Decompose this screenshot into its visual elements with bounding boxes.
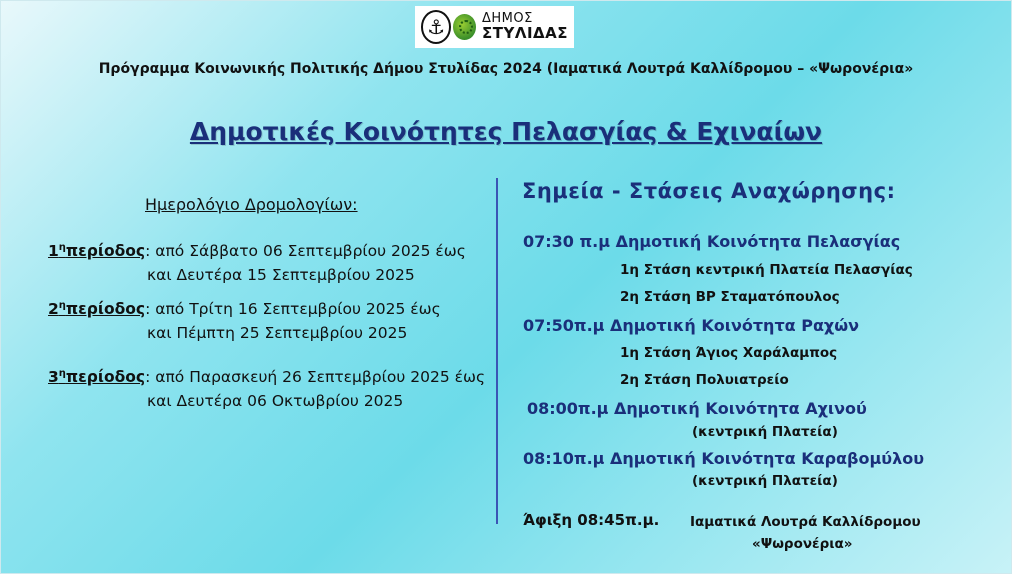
stop-karavomylos-sub: (κεντρική Πλατεία) bbox=[692, 473, 838, 489]
stop-achinos-sub: (κεντρική Πλατεία) bbox=[692, 424, 838, 440]
anchor-icon: ⚓ bbox=[421, 10, 451, 44]
stop-pelasgia-sub1: 1η Στάση κεντρική Πλατεία Πελασγίας bbox=[620, 262, 913, 278]
period-3 bbox=[48, 362, 485, 413]
period-2-line1: : από Τρίτη 16 Σεπτεμβρίου 2025 έως bbox=[145, 300, 441, 319]
period-3-line2: και Δευτέρα 06 Οκτωβρίου 2025 bbox=[147, 392, 404, 411]
stop-achinos: 08:00π.μ Δημοτική Κοινότητα Αχινού bbox=[527, 399, 867, 418]
logo-line2: ΣΤΥΛΙΔΑΣ bbox=[482, 23, 568, 42]
stop-karavomylos: 08:10π.μ Δημοτική Κοινότητα Καραβομύλου bbox=[523, 449, 924, 468]
calendar-title: Ημερολόγιο Δρομολογίων: bbox=[145, 195, 358, 214]
arrival-place-name: «Ψωρονέρια» bbox=[752, 536, 853, 552]
stop-pelasgia-sub2: 2η Στάση ΒΡ Σταματόπουλος bbox=[620, 289, 840, 305]
municipality-logo bbox=[415, 6, 574, 48]
stop-raches: 07:50π.μ Δημοτική Κοινότητα Ραχών bbox=[523, 316, 860, 335]
program-subtitle: Πρόγραμμα Κοινωνικής Πολιτικής Δήμου Στυλίδας 2024 (Ιαματικά Λουτρά Καλλίδρομου – «Ψωρονέρια» bbox=[98, 61, 914, 77]
period-1-line1: : από Σάββατο 06 Σεπτεμβρίου 2025 έως bbox=[145, 242, 466, 261]
stops-title: Σημεία - Στάσεις Αναχώρησης: bbox=[522, 179, 896, 203]
period-1 bbox=[48, 236, 466, 287]
period-1-line2: και Δευτέρα 15 Σεπτεμβρίου 2025 bbox=[147, 266, 415, 285]
leaf-emblem-icon bbox=[453, 14, 476, 40]
page-title: Δημοτικές Κοινότητες Πελασγίας & Εχιναίων bbox=[189, 117, 823, 146]
column-divider bbox=[496, 178, 498, 524]
arrival-place: Ιαματικά Λουτρά Καλλίδρομου bbox=[690, 514, 921, 530]
period-1-label: $1^\eta\pi\varepsilon\rho ίo\delta o\varsigma$ bbox=[48, 242, 146, 261]
stop-raches-sub1: 1η Στάση Άγιος Χαράλαμπος bbox=[620, 345, 838, 361]
period-2 bbox=[48, 294, 441, 345]
period-3-line1: : από Παρασκευή 26 Σεπτεμβρίου 2025 έως bbox=[145, 368, 486, 387]
period-3-label: $3^\eta\pi\varepsilon\rho ίo\delta o\varsigma$ bbox=[48, 368, 146, 387]
stop-raches-sub2: 2η Στάση Πολυιατρείο bbox=[620, 372, 789, 388]
logo-line1: ΔΗΜΟΣ bbox=[482, 11, 533, 27]
stop-pelasgia: 07:30 π.μ Δημοτική Κοινότητα Πελασγίας bbox=[523, 232, 901, 251]
period-2-label: $2^\eta\pi\varepsilon\rho ίo\delta o\varsigma$ bbox=[48, 300, 146, 319]
period-2-line2: και Πέμπτη 25 Σεπτεμβρίου 2025 bbox=[147, 324, 408, 343]
arrival-time: Άφιξη 08:45π.μ. bbox=[523, 511, 660, 529]
